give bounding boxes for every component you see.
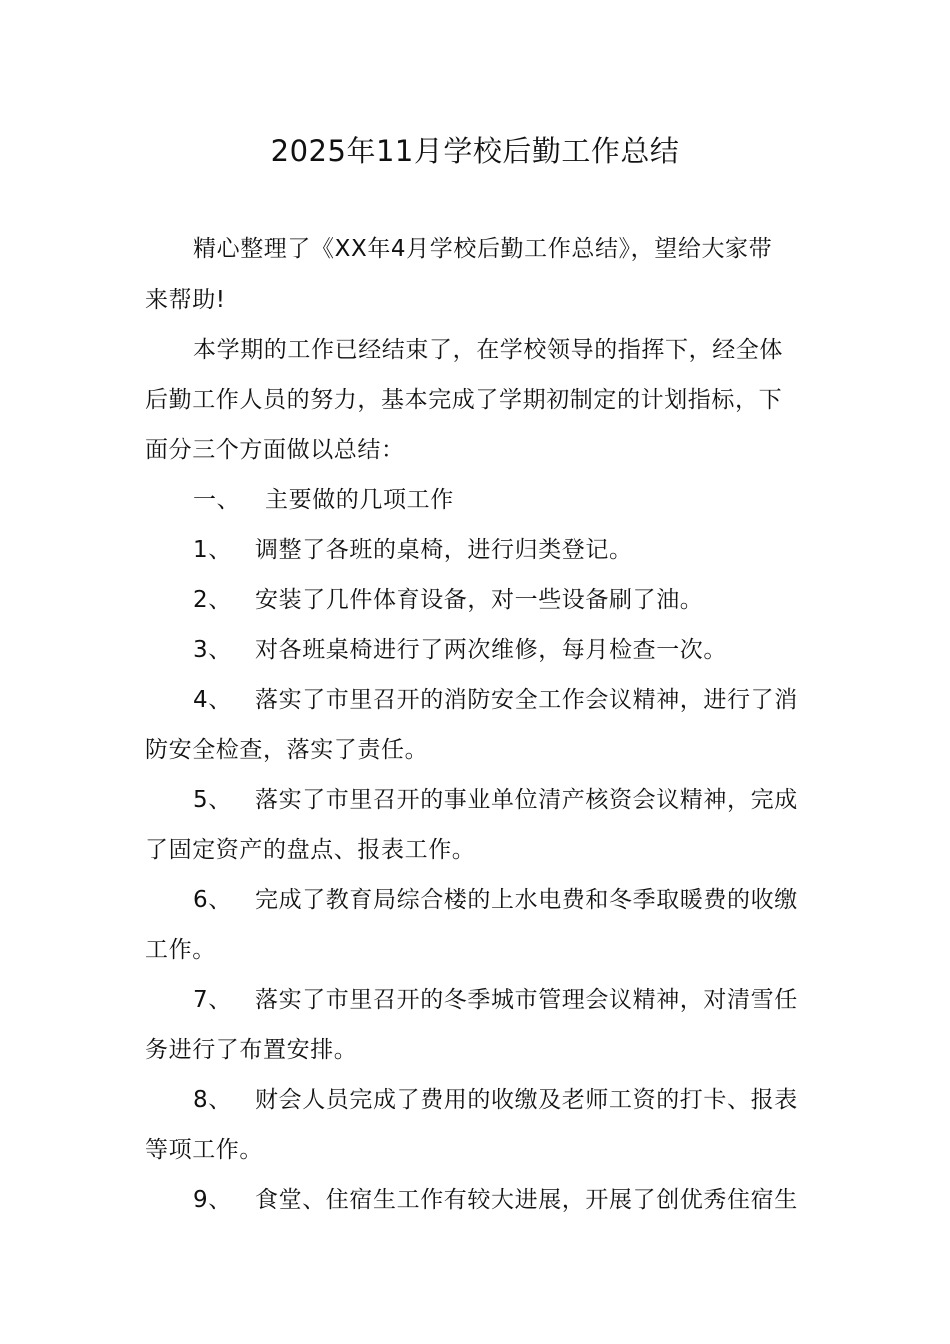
list-item bbox=[193, 980, 798, 1020]
list-item bbox=[193, 580, 703, 620]
list-item-number: 6、 bbox=[193, 887, 232, 913]
list-item bbox=[193, 780, 798, 820]
paragraph-line-3: 面分三个方面做以总结： bbox=[145, 437, 405, 463]
list-item-text: 调整了各班的桌椅，进行归类登记。 bbox=[255, 537, 633, 563]
list-item-continuation: 了固定资产的盘点、报表工作。 bbox=[145, 837, 476, 863]
list-item bbox=[193, 530, 633, 570]
paragraph-line-2: 后勤工作人员的努力，基本完成了学期初制定的计划指标，下 bbox=[145, 387, 783, 413]
list-item-number: 7、 bbox=[193, 987, 232, 1013]
list-item-text: 安装了几件体育设备，对一些设备刷了油。 bbox=[255, 587, 704, 613]
list-item-number: 8、 bbox=[193, 1087, 232, 1113]
intro-line-1: 精心整理了《XX年4月学校后勤工作总结》，望给大家带 bbox=[193, 236, 773, 262]
intro-line-2: 来帮助! bbox=[145, 287, 226, 313]
list-item-number: 4、 bbox=[193, 687, 232, 713]
document-title: 2025年11月学校后勤工作总结 bbox=[270, 134, 680, 168]
list-item-text: 财会人员完成了费用的收缴及老师工资的打卡、报表 bbox=[255, 1087, 798, 1113]
list-item-number: 3、 bbox=[193, 637, 232, 663]
list-item bbox=[193, 1080, 798, 1120]
list-item-number: 5、 bbox=[193, 787, 232, 813]
list-item-text: 落实了市里召开的消防安全工作会议精神，进行了消 bbox=[255, 687, 798, 713]
section-heading bbox=[193, 480, 454, 520]
list-item-number: 1、 bbox=[193, 537, 232, 563]
section-number: 一、 bbox=[193, 487, 241, 513]
list-item-text: 食堂、住宿生工作有较大进展，开展了创优秀住宿生 bbox=[255, 1187, 798, 1213]
list-item-continuation: 防安全检查，落实了责任。 bbox=[145, 737, 429, 763]
list-item-continuation: 等项工作。 bbox=[145, 1137, 263, 1163]
list-item bbox=[193, 680, 798, 720]
list-item-text: 落实了市里召开的事业单位清产核资会议精神，完成 bbox=[255, 787, 798, 813]
list-item bbox=[193, 880, 798, 920]
list-item-number: 9、 bbox=[193, 1187, 232, 1213]
list-item bbox=[193, 630, 727, 670]
list-item-text: 落实了市里召开的冬季城市管理会议精神，对清雪任 bbox=[255, 987, 798, 1013]
list-item-number: 2、 bbox=[193, 587, 232, 613]
list-item bbox=[193, 1180, 798, 1220]
section-label: 主要做的几项工作 bbox=[265, 487, 454, 513]
list-item-continuation: 务进行了布置安排。 bbox=[145, 1037, 358, 1063]
list-item-text: 对各班桌椅进行了两次维修，每月检查一次。 bbox=[255, 637, 727, 663]
paragraph-line-1: 本学期的工作已经结束了，在学校领导的指挥下，经全体 bbox=[193, 337, 783, 363]
list-item-text: 完成了教育局综合楼的上水电费和冬季取暖费的收缴 bbox=[255, 887, 798, 913]
list-item-continuation: 工作。 bbox=[145, 937, 216, 963]
